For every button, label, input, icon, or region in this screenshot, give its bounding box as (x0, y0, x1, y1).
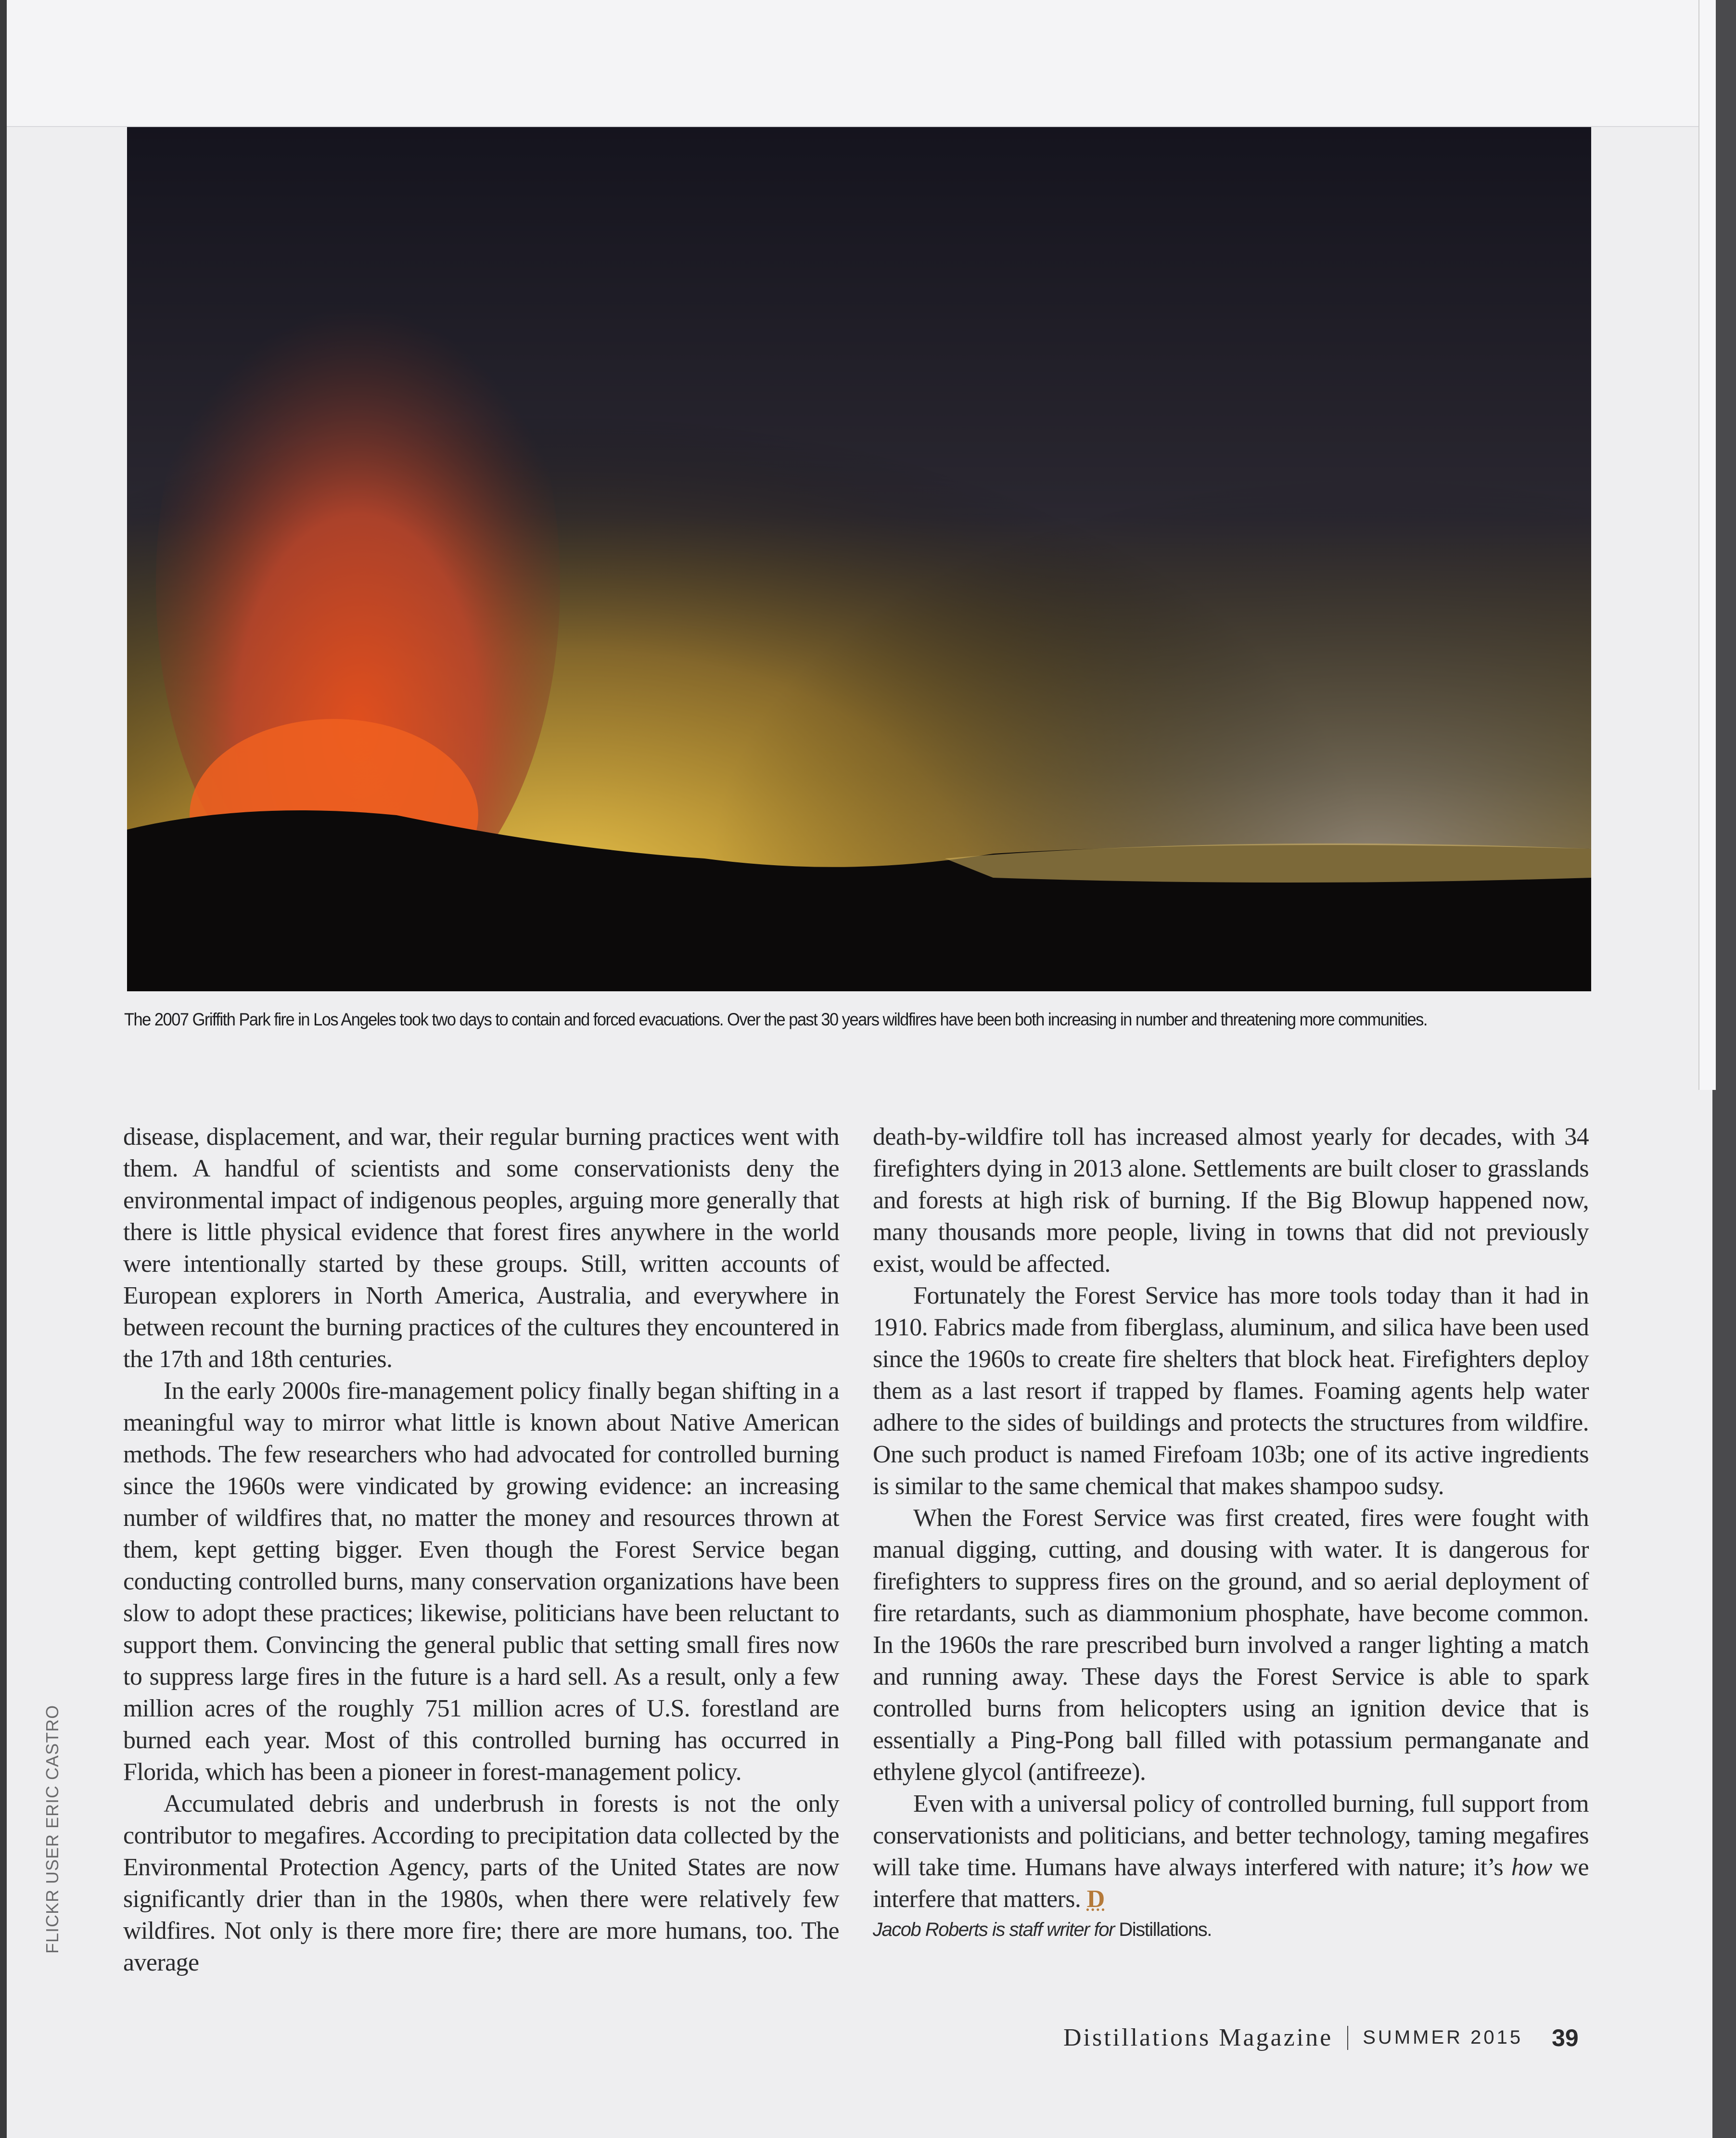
article-paragraph: death-by-wildfire toll has increased almost yearly for decades, with 34 firefighters dying in 2013 alone. Settlements are built closer to grasslands and forests at high risk of burning. If the Big Blowup happened now, many thousands more people, living in towns that did not previously exist, would be affected. (873, 1123, 1589, 1278)
article-paragraph: In the early 2000s fire-management policy finally began shifting in a meaningful way to mirror what little is known about Native American methods. The few researchers who had advocated for controlled burning since the 1960s were vindicated by growing evidence: an increasing number of wildfires that, no matter the money and resources thrown at them, kept getting bigger. Even though the Forest Service began conducting controlled burns, many conservation organizations have been slow to adopt these practices; likewise, politicians have been reluctant to support them. Convincing the general public that setting small fires now to suppress large fires in the future is a hard sell. As a result, only a few million acres of the roughly 751 million acres of U.S. forestland are burned each year. Most of this controlled burning has occurred in Florida, which has been a pioneer in forest-management policy. (123, 1377, 839, 1786)
byline-text: Jacob Roberts is staff writer for (873, 1919, 1119, 1940)
footer-divider (1347, 2026, 1348, 2050)
final-paragraph-emphasis: how (1511, 1854, 1552, 1881)
page-number: 39 (1552, 2024, 1579, 2051)
final-paragraph-text-end: we interfere that matters. (873, 1854, 1589, 1913)
photo-credit: FLICKR USER ERIC CASTRO (42, 1704, 62, 1954)
magazine-name: Distillations Magazine (1063, 2024, 1333, 2051)
article-paragraph: When the Forest Service was first created, fires were fought with manual digging, cutting, and dousing with water. It is dangerous for firefighters to suppress fires on the ground, and so aerial deployment of fire retardants, such as diammonium phosphate, have become common. In the 1960s the rare prescribed burn involved a ranger lighting a match and running away. These days the Forest Service is able to spark controlled burns from helicopters using an ignition device that is essentially a Ping-Pong ball filled with potassium permanganate and ethylene glycol (antifreeze). (873, 1504, 1589, 1786)
adjacent-page-edge (1698, 0, 1716, 1090)
article-final-paragraph (873, 1788, 1589, 1915)
article-column-left (123, 1121, 839, 1979)
final-paragraph-text: Even with a universal policy of controlled burning, full support from conservationists and politicians, and better technology, taming megafires will take time. Humans have always interfered with nature; it’s (873, 1790, 1589, 1881)
byline-publication: Distillations. (1119, 1919, 1212, 1940)
end-of-article-icon: D (1086, 1885, 1105, 1913)
photo-caption: The 2007 Griffith Park fire in Los Angeles took two days to contain and forced evacuations. Over the past 30 years wildfires have been both increasing in number and threatening more communities. (124, 1010, 1427, 1029)
page-footer (1063, 2023, 1579, 2052)
wildfire-photo-illustration (127, 127, 1591, 991)
article-paragraph: disease, displacement, and war, their regular burning practices went with them. A handful of scientists and some conservationists deny the environmental impact of indigenous peoples, arguing more generally that there is little physical evidence that forest fires anywhere in the world were intentionally started by these groups. Still, written accounts of European explorers in North America, Australia, and everywhere in between recount the burning practices of the cultures they encountered in the 17th and 18th centuries. (123, 1123, 839, 1373)
page-top-margin (7, 0, 1712, 127)
article-column-right (873, 1121, 1589, 1944)
article-paragraph: Fortunately the Forest Service has more tools today than it had in 1910. Fabrics made from fiberglass, aluminum, and silica have been used since the 1960s to create fire shelters that block heat. Firefighters deploy them as a last resort if trapped by flames. Foaming agents help water adhere to the sides of buildings and protects the structures from wildfire. One such product is named Firefoam 103b; one of its active ingredients is similar to the same chemical that makes shampoo sudsy. (873, 1282, 1589, 1500)
issue-date: SUMMER 2015 (1363, 2027, 1523, 2048)
author-byline (873, 1915, 1589, 1944)
wildfire-photo (127, 127, 1591, 991)
scanner-background (1712, 0, 1736, 2138)
article-paragraph: Accumulated debris and underbrush in forests is not the only contributor to megafires. According to precipitation data collected by the Environmental Protection Agency, parts of the United States are now significantly drier than in the 1980s, when there were relatively few wildfires. Not only is there more fire; there are more humans, too. The average (123, 1790, 839, 1976)
